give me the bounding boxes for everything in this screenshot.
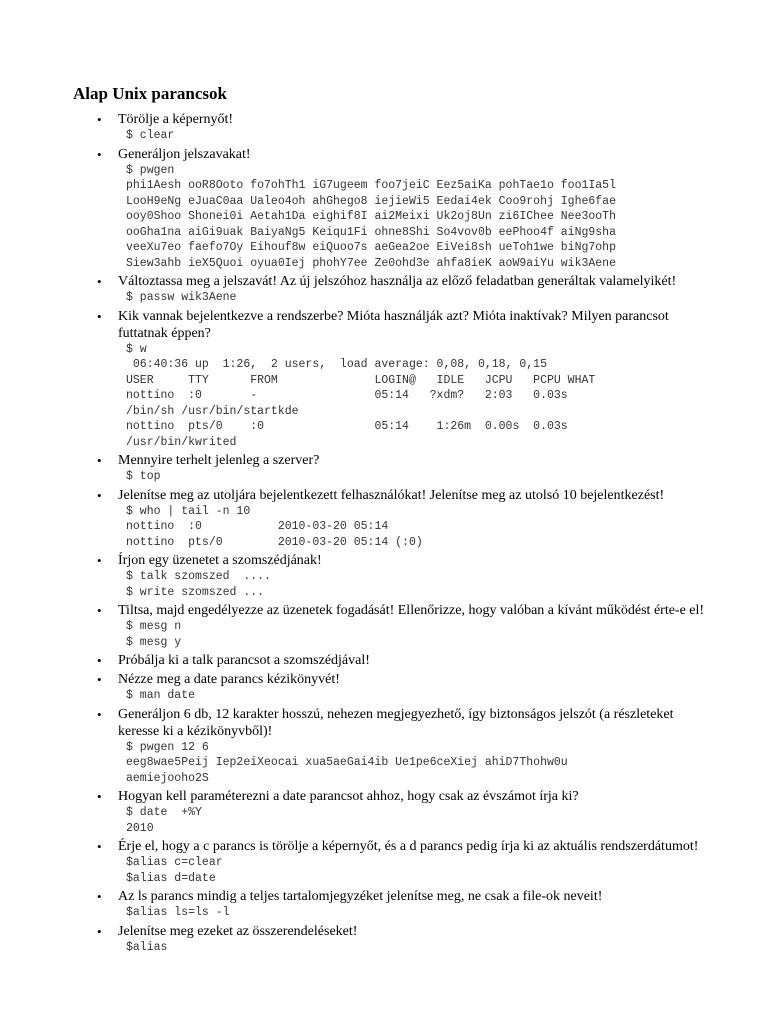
command-block: $ top bbox=[126, 470, 161, 483]
list-item bbox=[0, 111, 768, 146]
command-block: $ talk szomszed .... $ write szomszed ... bbox=[126, 570, 271, 599]
bullet: • bbox=[97, 453, 102, 468]
list-item bbox=[0, 487, 768, 553]
command-block: $ passw wik3Aene bbox=[126, 291, 237, 304]
list-item bbox=[0, 838, 768, 888]
command-block: $ mesg n $ mesg y bbox=[126, 620, 182, 649]
list-item bbox=[0, 602, 768, 652]
command-block: $ pwgen 12 6 eeg8wae5Peij Iep2eiXeocai xua5aeGai4ib Ue1pe6ceXiej ahiD7Thohw0u aemiejooho2S bbox=[126, 740, 568, 785]
exercise-question: Generáljon 6 db, 12 karakter hosszú, nehezen megjegyezhető, így biztonságos jelszót (a részleteket keresse ki a kézikönyvből)! bbox=[118, 706, 674, 739]
exercise-question: Törölje a képernyőt! bbox=[118, 112, 234, 127]
list-item bbox=[0, 308, 768, 453]
bullet: • bbox=[97, 553, 102, 568]
bullet: • bbox=[97, 112, 102, 127]
bullet: • bbox=[97, 308, 102, 324]
exercise-question: Kik vannak bejelentkezve a rendszerbe? Mióta használják azt? Mióta inaktívak? Milyen parancsot futtatnak éppen? bbox=[118, 308, 669, 341]
command-block: $ pwgen phi1Aesh ooR8Ooto fo7ohTh1 iG7ugeem foo7jeiC Eez5aiKa pohTae1o foo1Ia5l LooH9eNg eJuaC0aa Ualeo4oh ahGhego8 iejieWi5 Eedai4ek Coo9rohj Ighe6fae ooy0Shoo Shonei0i Aetah1Da eighif8I ai2Meixi Uk2oj8Un zi6IChee Nee3ooTh ooGha1na aiGi9uak BaiyaNg5 Keiqu1Fi ohne8Shi So4vov0b eePhoo4f aiNg9sha veeXu7eo faefo7Oy Eihouf8w eiQuoo7s aeGea2oe EiVei8sh ueToh1we biNg7ohp Siew3ahb ieX5Quoi oyua0Iej phohY7ee Ze0ohd3e ahfa8ieK aoW9aiYu wik3Aene bbox=[126, 163, 616, 270]
list-item bbox=[0, 706, 768, 789]
exercise-question: Hogyan kell paraméterezni a date parancsot ahhoz, hogy csak az évszámot írja ki? bbox=[118, 789, 579, 804]
bullet: • bbox=[97, 923, 102, 939]
bullet: • bbox=[97, 789, 102, 804]
bullet: • bbox=[97, 653, 102, 668]
list-item bbox=[0, 888, 768, 923]
bullet: • bbox=[97, 603, 102, 618]
list-item bbox=[0, 652, 768, 671]
list-item bbox=[0, 273, 768, 308]
bullet: • bbox=[97, 274, 102, 289]
bullet: • bbox=[97, 889, 102, 904]
command-block: $ w 06:40:36 up 1:26, 2 users, load average: 0,08, 0,18, 0,15 USER TTY FROM LOGIN@ IDLE JCPU PCPU WHAT nottino :0 - 05:14 ?xdm? 2:03 0.03s /bin/sh /usr/bin/startkde nottino pts/0 :0 05:14 1:26m 0.00s 0.03s /usr/bin/kwrited bbox=[126, 342, 596, 449]
page-title: Alap Unix parancsok bbox=[73, 84, 227, 103]
command-block: $alias c=clear $alias d=date bbox=[126, 856, 223, 885]
exercise-question: Generáljon jelszavakat! bbox=[118, 146, 251, 162]
bullet: • bbox=[97, 146, 102, 162]
list-item bbox=[0, 552, 768, 602]
exercise-question: Jelenítse meg az utoljára bejelentkezett felhasználókat! Jelenítse meg az utolsó 10 bejelentkezést! bbox=[118, 487, 665, 503]
exercise-list bbox=[0, 111, 768, 957]
exercise-question: Nézze meg a date parancs kézikönyvét! bbox=[118, 672, 340, 687]
command-block: $alias bbox=[126, 940, 168, 954]
exercise-question: Mennyire terhelt jelenleg a szerver? bbox=[118, 453, 320, 468]
bullet: • bbox=[97, 487, 102, 503]
list-item bbox=[0, 146, 768, 274]
command-block: $ man date bbox=[126, 689, 196, 702]
list-item bbox=[0, 923, 768, 958]
command-block: $ who | tail -n 10 nottino :0 2010-03-20 05:14 nottino pts/0 2010-03-20 05:14 (:0) bbox=[126, 504, 423, 549]
command-block: $ clear bbox=[126, 129, 175, 142]
list-item bbox=[0, 788, 768, 838]
bullet: • bbox=[97, 706, 102, 722]
exercise-question: Tiltsa, majd engedélyezze az üzenetek fogadását! Ellenőrizze, hogy valóban a kívánt működést érte-e el! bbox=[118, 603, 705, 618]
exercise-question: Érje el, hogy a c parancs is törölje a képernyőt, és a d parancs pedig írja ki az aktuális rendszerdátumot! bbox=[118, 839, 699, 854]
exercise-question: Jelenítse meg ezeket az összerendeléseket! bbox=[118, 923, 358, 939]
command-block: $ date +%Y 2010 bbox=[126, 806, 202, 835]
exercise-question: Próbálja ki a talk parancsot a szomszédjával! bbox=[118, 653, 370, 668]
exercise-question: Írjon egy üzenetet a szomszédjának! bbox=[118, 553, 322, 568]
exercise-question: Változtassa meg a jelszavát! Az új jelszóhoz használja az előző feladatban generáltak valamelyikét! bbox=[118, 274, 677, 289]
list-item bbox=[0, 671, 768, 706]
bullet: • bbox=[97, 839, 102, 854]
list-item bbox=[0, 452, 768, 487]
bullet: • bbox=[97, 672, 102, 687]
exercise-question: Az ls parancs mindig a teljes tartalomjegyzéket jelenítse meg, ne csak a file-ok neveit! bbox=[118, 889, 603, 904]
command-block: $alias ls=ls -l bbox=[126, 906, 230, 919]
